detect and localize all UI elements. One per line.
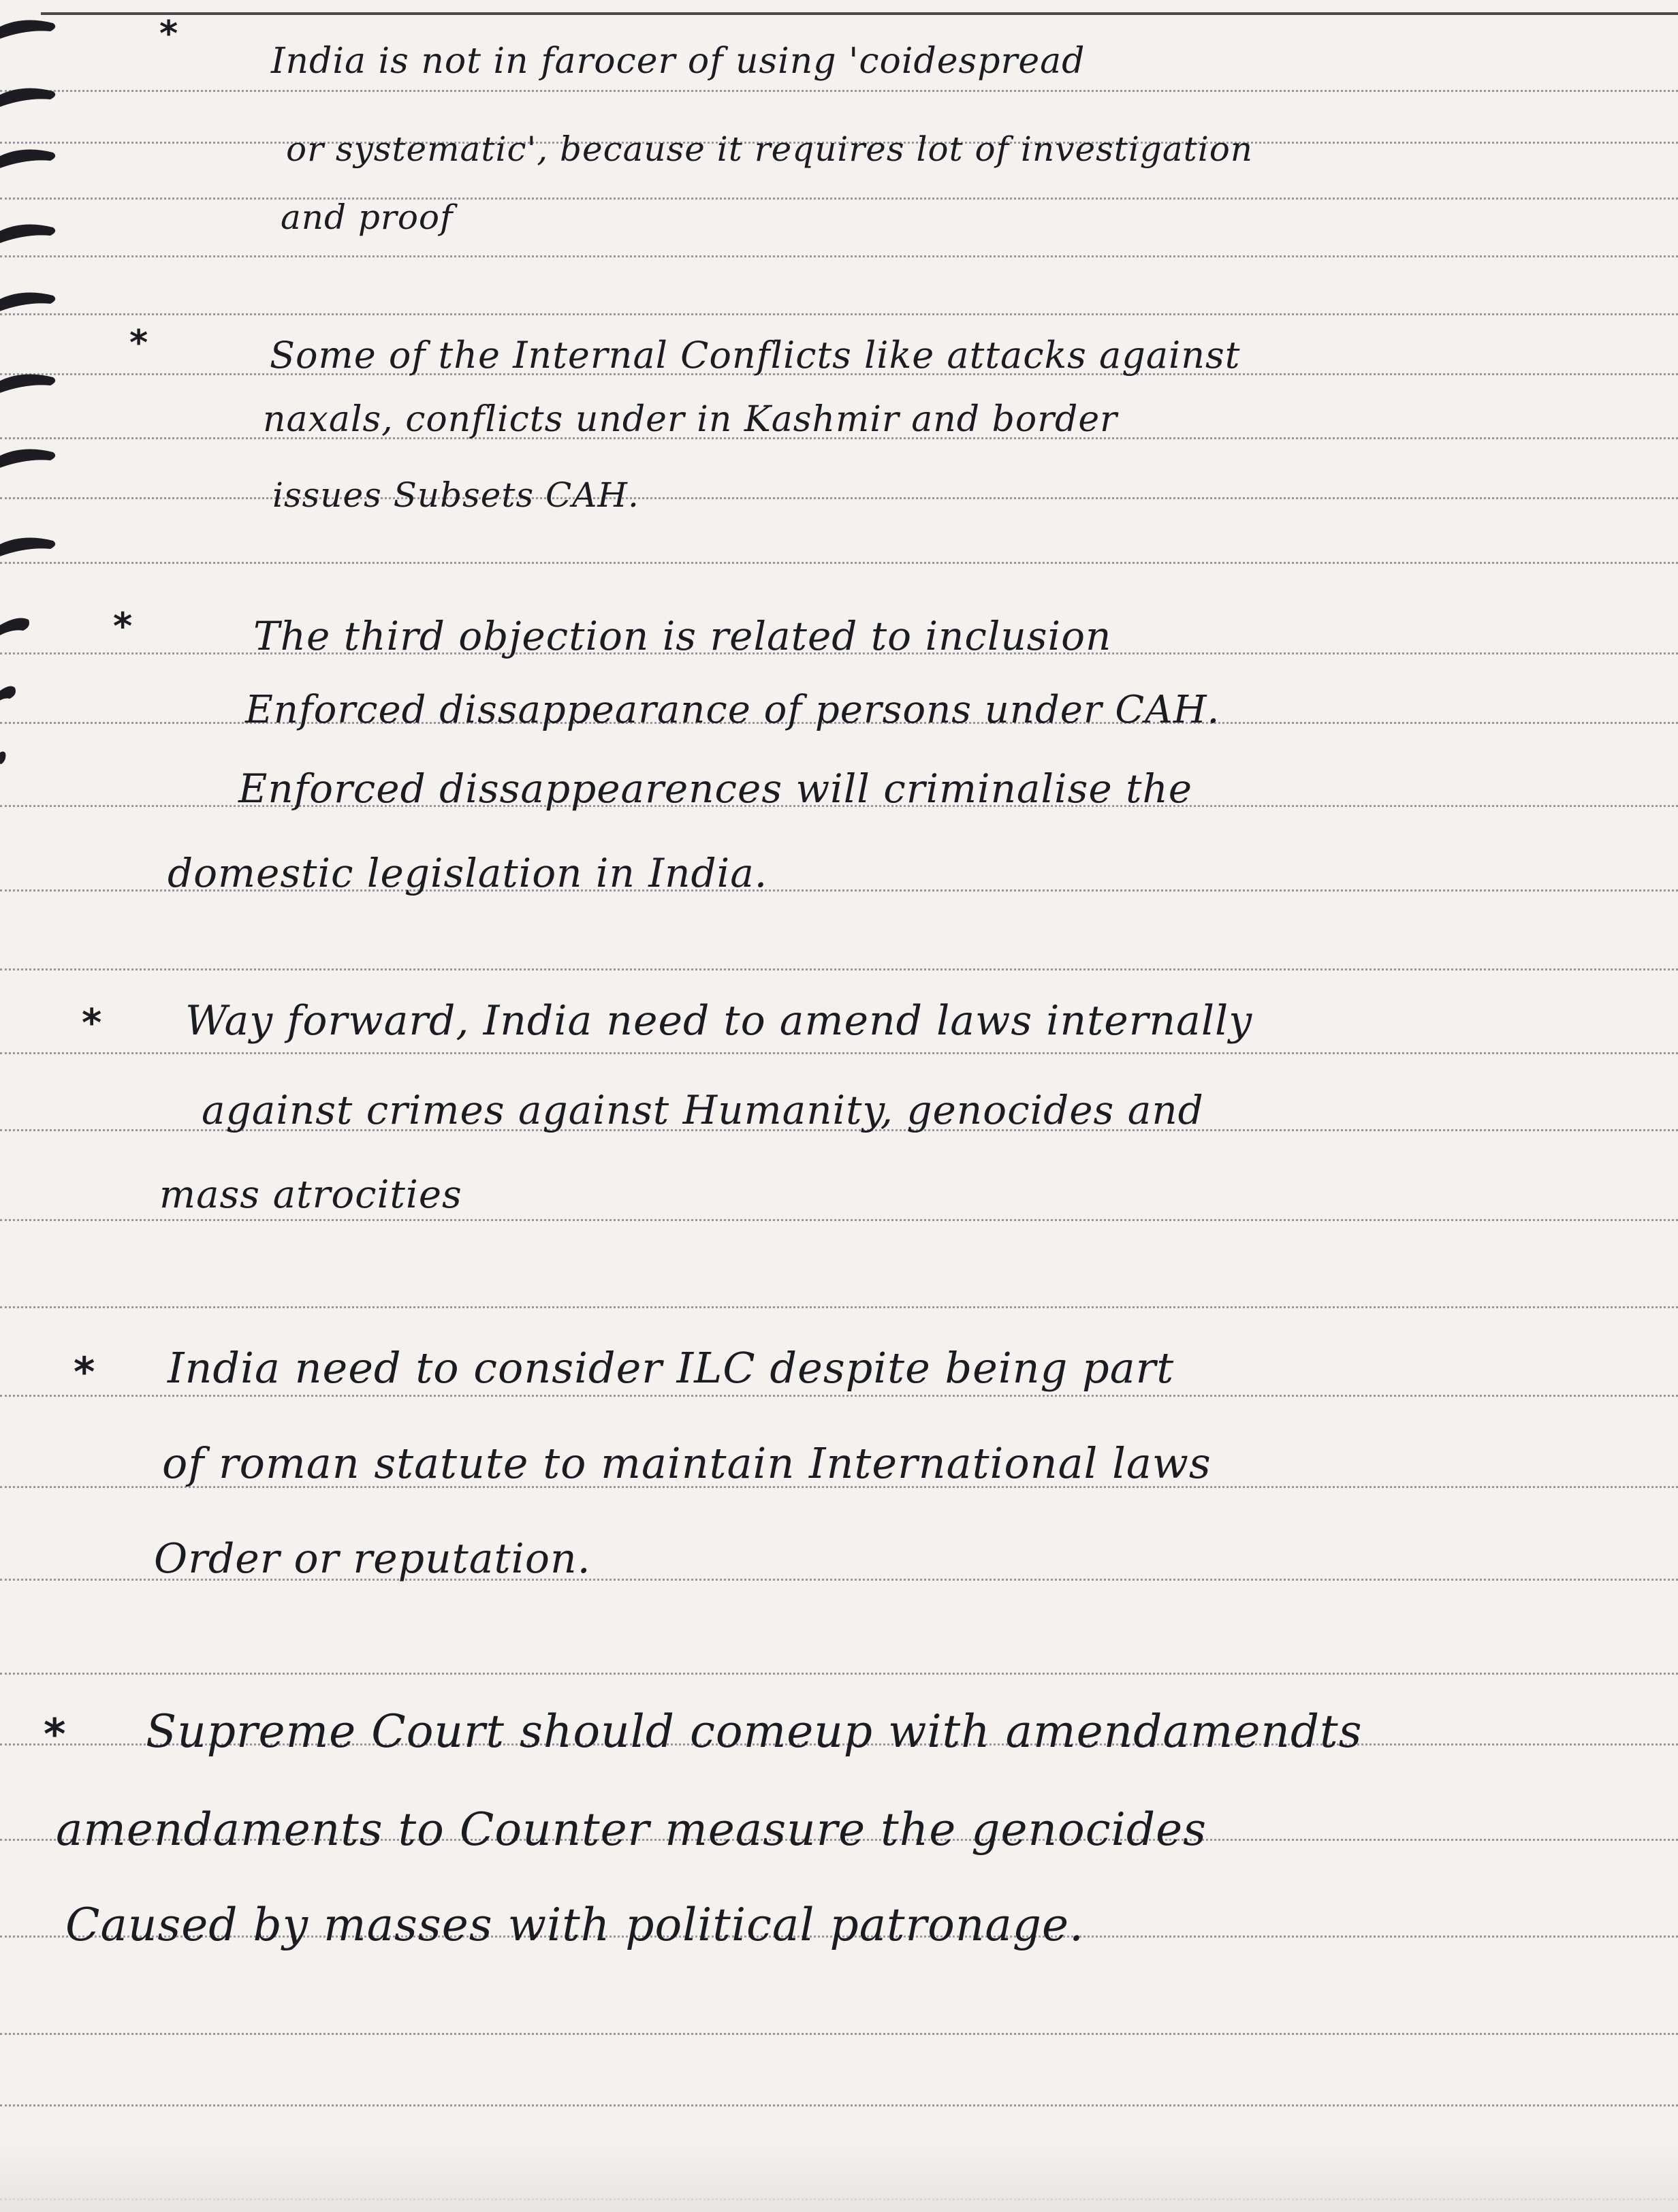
note-line: against crimes against Humanity, genocides and <box>202 1087 1204 1133</box>
spiral-ring-icon <box>0 143 63 174</box>
note-line: issues Subsets CAH. <box>272 475 639 515</box>
note-line: amendaments to Counter measure the genocides <box>56 1803 1207 1856</box>
ruled-line <box>0 1219 1678 1221</box>
note-line: mass atrocities <box>159 1173 462 1217</box>
ruled-line <box>0 497 1678 499</box>
ruled-line <box>0 1395 1678 1397</box>
bullet-star-icon: * <box>113 605 133 648</box>
note-line: The third objection is related to inclusion <box>253 613 1112 659</box>
note-line: Caused by masses with political patronage. <box>65 1899 1084 1951</box>
note-line: India need to consider ILC despite being part <box>168 1343 1175 1393</box>
note-line: India is not in farocer of using 'coidespread <box>271 41 1086 82</box>
note-line: Supreme Court should comeup with amendamendts <box>146 1705 1363 1758</box>
bullet-star-icon: * <box>129 323 148 364</box>
spiral-ring-icon <box>0 531 63 563</box>
ruled-line <box>0 2033 1678 2035</box>
bullet-star-icon: * <box>44 1709 66 1759</box>
note-line: Order or reputation. <box>154 1535 591 1583</box>
spiral-ring-icon <box>0 368 63 399</box>
bullet-star-icon: * <box>159 14 178 54</box>
spiral-ring-icon <box>0 613 63 644</box>
note-line: domestic legislation in India. <box>168 850 768 896</box>
bullet-star-icon: * <box>74 1348 95 1396</box>
spiral-binding <box>0 0 75 2212</box>
ruled-line <box>0 1052 1678 1054</box>
ruled-line <box>0 90 1678 92</box>
note-line: and proof <box>281 198 454 237</box>
spiral-ring-icon <box>0 746 63 778</box>
note-line: of roman statute to maintain International laws <box>162 1438 1212 1488</box>
spiral-ring-icon <box>0 82 63 113</box>
note-line: Enforced dissappearance of persons under CAH. <box>245 688 1220 732</box>
ruled-line <box>0 198 1678 200</box>
ruled-line <box>0 562 1678 564</box>
ruled-line <box>0 1673 1678 1675</box>
ruled-line <box>0 2104 1678 2106</box>
ruled-line <box>0 313 1678 315</box>
note-line: Enforced dissappearences will criminalise the <box>238 765 1193 812</box>
spiral-ring-icon <box>0 14 63 45</box>
ruled-line <box>0 1306 1678 1308</box>
spiral-ring-icon <box>0 218 63 249</box>
note-line: naxals, conflicts under in Kashmir and border <box>263 399 1118 440</box>
spiral-ring-icon <box>0 443 63 474</box>
note-line: or systematic', because it requires lot of investigation <box>286 129 1254 169</box>
ruled-line <box>0 968 1678 970</box>
page-bottom-shade <box>0 2138 1678 2212</box>
spiral-ring-icon <box>0 681 63 712</box>
page-top-edge <box>41 12 1678 15</box>
spiral-ring-icon <box>0 286 63 317</box>
bullet-star-icon: * <box>82 1001 102 1045</box>
note-line: Some of the Internal Conflicts like attacks against <box>270 334 1241 377</box>
ruled-line <box>0 255 1678 257</box>
note-line: Way forward, India need to amend laws internally <box>185 997 1253 1045</box>
